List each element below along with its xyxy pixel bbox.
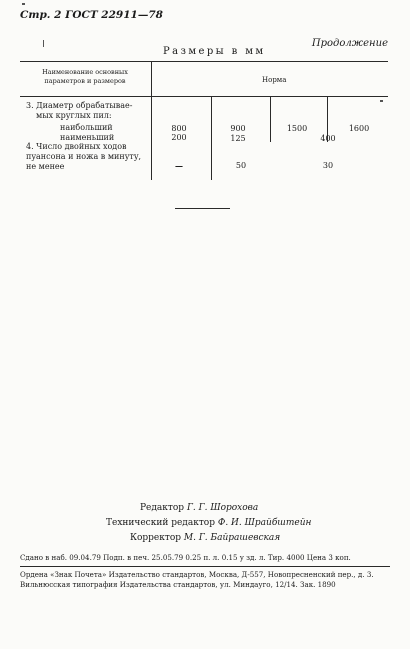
value-max: 800 [171, 124, 187, 133]
corrector-name: М. Г. Байрашевская [183, 533, 281, 543]
editor-credit [140, 503, 258, 513]
value-strokes: 30 [322, 161, 334, 170]
table-header-rule [20, 96, 388, 97]
editor-role: Редактор [140, 503, 185, 513]
tech-editor-name: Ф. И. Шрайбштейн [217, 518, 312, 528]
scan-mark [22, 3, 25, 5]
scan-mark [43, 40, 44, 47]
row-label-line: 4. Число двойных ходов [26, 142, 127, 151]
continuation-label: Продолжение [311, 38, 388, 49]
value-strokes: 50 [235, 161, 247, 170]
value-max: 1500 [286, 124, 308, 133]
tech-editor-role: Технический редактор [106, 518, 215, 528]
value-max: 1600 [348, 124, 370, 133]
imprint-line: Вильнюсская типография Издательства стандартов, ул. Миндауго, 12/14. Зак. 1890 [20, 580, 336, 589]
editor-name: Г. Г. Шорохова [186, 503, 259, 513]
end-rule [175, 208, 230, 209]
value-dash: — [175, 161, 183, 171]
value-min: 125 [230, 134, 246, 143]
value-min: 400 [320, 134, 336, 143]
column-divider [270, 97, 271, 142]
scan-mark [380, 100, 383, 102]
column-divider [211, 97, 212, 180]
param-column-header: Наименование основных параметров и размеров [42, 68, 128, 85]
column-divider [151, 62, 152, 180]
imprint-rule [20, 566, 390, 567]
row-label-line: наибольший [60, 123, 113, 132]
norm-column-header: Норма [262, 76, 287, 84]
value-min: 200 [171, 133, 187, 142]
page-header: Стр. 2 ГОСТ 22911—78 [20, 9, 163, 21]
row-label-line: пуансона и ножа в минуту, [26, 152, 142, 161]
table-top-rule [20, 61, 388, 62]
row-label-line: 3. Диаметр обрабатывае- [26, 101, 133, 110]
row-label-line: наименьший [60, 133, 115, 142]
corrector-credit [130, 533, 280, 543]
imprint-line: Сдано в наб. 09.04.79 Подп. в печ. 25.05.79 0.25 п. л. 0.15 у зд. л. Тир. 4000 Цена 3 коп. [20, 553, 351, 562]
imprint-line: Ордена «Знак Почета» Издательство стандартов, Москва, Д-557, Новопресненский пер., д. 3. [20, 570, 374, 579]
value-max: 900 [230, 124, 246, 133]
units-caption: Размеры в мм [163, 46, 266, 57]
row-label-line: мых круглых пил: [36, 111, 112, 120]
row-label-line: не менее [26, 162, 65, 171]
tech-editor-credit [106, 518, 311, 528]
corrector-role: Корректор [130, 533, 182, 543]
